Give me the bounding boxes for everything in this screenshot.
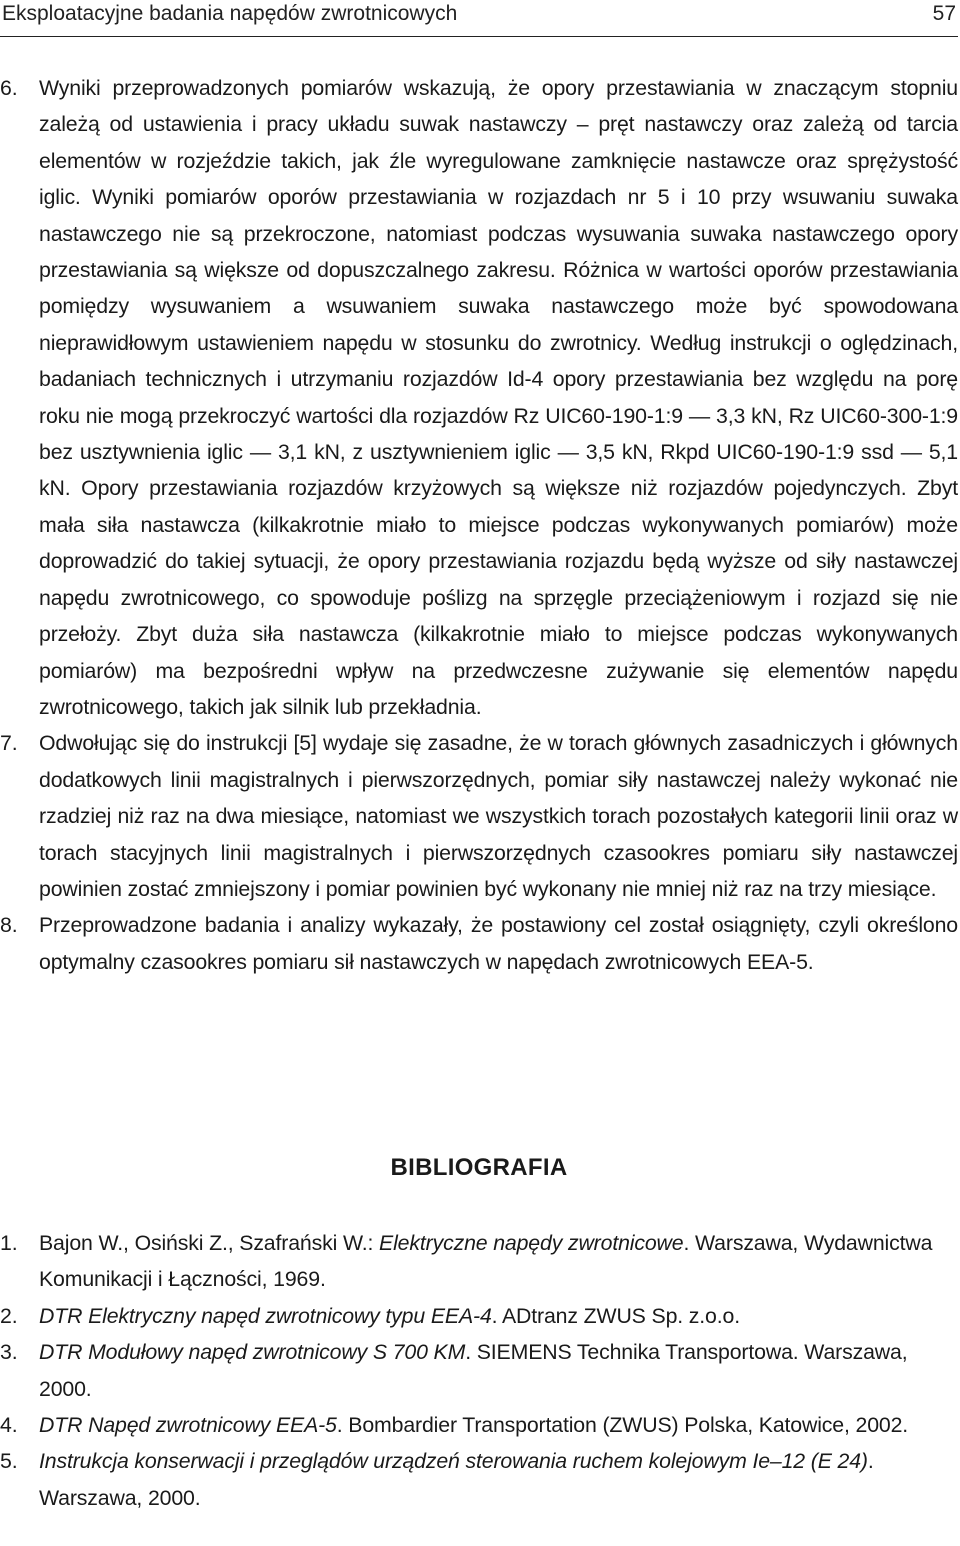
entry-number: 4. bbox=[0, 1413, 18, 1438]
page-header bbox=[0, 0, 958, 37]
entry-number: 2. bbox=[0, 1303, 18, 1328]
bibliography-heading: BIBLIOGRAFIA bbox=[390, 1154, 568, 1181]
entry-title: DTR Modułowy napęd zwrotnicowy S 700 KM bbox=[39, 1340, 466, 1365]
entry-title: Instrukcja konserwacji i przeglądów urządzeń sterowania ruchem kolejowym Ie–12 (E 24) bbox=[39, 1449, 868, 1474]
conclusion-item-6 bbox=[0, 70, 958, 725]
item-text: Wyniki przeprowadzonych pomiarów wskazują, że opory przestawiania w znaczącym stopniu zależą od ustawienia i pracy układu suwak nastawczy – pręt nastawczy oraz zależą od tarcia elementów w rozjeździe takich, jak źle wyregulowane zamknięcie nastawcze oraz sprężystość iglic. Wyniki pomiarów oporów przestawiania w rozjazdach nr 5 i 10 przy wsuwaniu suwaka nastawczego nie są przekroczone, natomiast podczas wysuwania suwaka nastawczego opory przestawiania są większe od dopuszczalnego zakresu. Różnica w wartości oporów przestawiania pomiędzy wysuwaniem a wsuwaniem suwaka nastawczego może być spowodowana nieprawidłowym ustawieniem napędu w stosunku do zwrotnicy. Według instrukcji o oględzinach, badaniach technicznych i utrzymaniu rozjazdów Id-4 opory przestawiania bez względu na porę roku nie mogą przekroczyć wartości dla rozjazdów Rz UIC60-190-1:9 — 3,3 kN, Rz UIC60-300-1:9 bez usztywnienia iglic — 3,1 kN, z usztywnieniem iglic — 3,5 kN, Rkpd UIC60-190-1:9 ssd — 5,1 kN. Opory przestawiania rozjazdów krzyżowych są większe niż rozjazdów pojedynczych. Zbyt mała siła nastawcza (kilkakrotnie miało to miejsce podczas wykonywanych pomiarów) może doprowadzić do takiej sytuacji, że opory przestawiania rozjazdu będą wyższe od siły nastawczej napędu zwrotnicowego, co spowoduje poślizg na sprzęgle przeciążeniowym i rozjazd się nie przełoży. Zbyt duża siła nastawcza (kilkakrotnie miało to miejsce podczas wykonywanych pomiarów) ma bezpośredni wpływ na przedwczesne zużywanie się elementów napędu zwrotnicowego, takich jak silnik lub przekładnia. bbox=[39, 76, 958, 719]
running-title: Eksploatacyjne badania napędów zwrotnicowych bbox=[2, 2, 458, 25]
conclusion-item-7 bbox=[0, 725, 958, 907]
bibliography-entry bbox=[0, 1334, 958, 1407]
item-text: Przeprowadzone badania i analizy wykazały, że postawiony cel został osiągnięty, czyli określono optymalny czasookres pomiaru sił nastawczych w napędach zwrotnicowych EEA-5. bbox=[39, 913, 958, 974]
entry-authors: Bajon W., Osiński Z., Szafrański W.: bbox=[39, 1231, 380, 1255]
item-number: 6. bbox=[0, 76, 18, 100]
bibliography-entry bbox=[0, 1443, 958, 1516]
entry-number: 5. bbox=[0, 1449, 18, 1474]
bibliography-entry bbox=[0, 1225, 958, 1298]
conclusions-list bbox=[0, 70, 958, 980]
bibliography-entry bbox=[0, 1298, 958, 1334]
bibliography-list bbox=[0, 1225, 958, 1516]
entry-publisher: . Warszawa, Wydawnictwa Komunikacji i Łączności, 1969. bbox=[39, 1231, 933, 1292]
item-number: 7. bbox=[0, 731, 18, 756]
conclusion-item-8 bbox=[0, 907, 958, 980]
item-number: 8. bbox=[0, 913, 18, 938]
page-number: 57 bbox=[932, 2, 956, 25]
entry-title: DTR Elektryczny napęd zwrotnicowy typu EEA-4 bbox=[39, 1303, 492, 1328]
entry-publisher: . SIEMENS Technika Transportowa. Warszawa, 2000. bbox=[39, 1340, 908, 1401]
bibliography-entry bbox=[0, 1407, 958, 1443]
item-text: Odwołując się do instrukcji [5] wydaje się zasadne, że w torach głównych zasadniczych i głównych dodatkowych linii magistralnych i pierwszorzędnych, pomiar siły nastawczej należy wykonać nie rzadziej niż raz na dwa miesiące, natomiast we wszystkich torach pozostałych kategorii linii oraz w torach stacyjnych linii magistralnych i pierwszorzędnych czasookres pomiaru siły nastawczej powinien zostać zmniejszony i pomiar powinien być wykonany nie mniej niż raz na trzy miesiące. bbox=[39, 731, 958, 901]
entry-publisher: . Bombardier Transportation (ZWUS) Polska, Katowice, 2002. bbox=[336, 1413, 909, 1438]
entry-title: Elektryczne napędy zwrotnicowe bbox=[379, 1231, 684, 1255]
entry-number: 1. bbox=[0, 1231, 18, 1255]
entry-publisher: . Warszawa, 2000. bbox=[39, 1449, 874, 1510]
entry-publisher: . ADtranz ZWUS Sp. z.o.o. bbox=[491, 1303, 740, 1328]
entry-title: DTR Napęd zwrotnicowy EEA-5 bbox=[39, 1413, 337, 1438]
entry-number: 3. bbox=[0, 1340, 18, 1365]
